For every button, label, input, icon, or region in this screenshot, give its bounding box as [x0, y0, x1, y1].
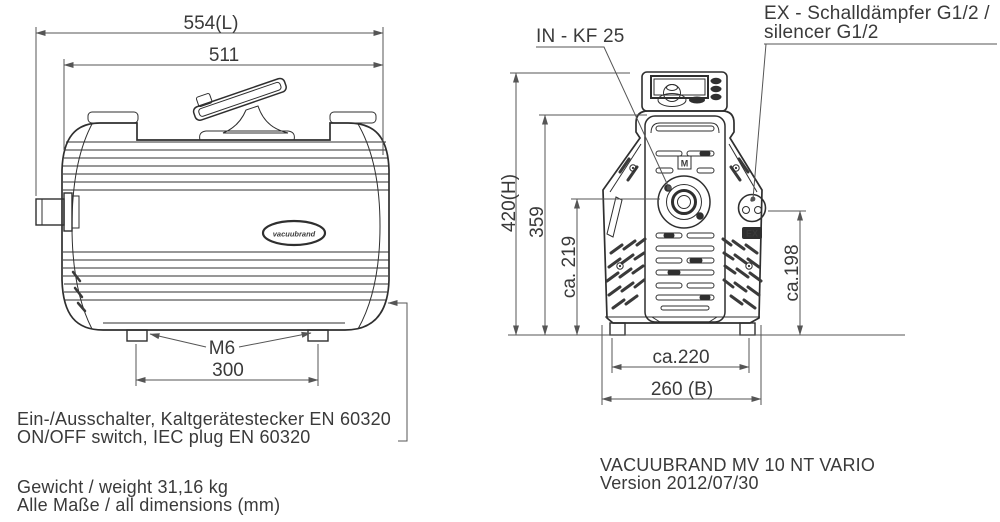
- handle-base: [200, 131, 295, 140]
- controller-unit: [642, 72, 727, 111]
- side-ribs-bottom: [63, 252, 389, 300]
- front-foot-left: [610, 323, 625, 335]
- exhaust-silencer-label-line1: EX - Schalldämpfer G1/2 /: [764, 3, 990, 24]
- dim-220: [612, 338, 749, 373]
- side-view-dimensions: [36, 13, 407, 441]
- title-block: [600, 457, 875, 492]
- side-body-outline: [62, 123, 389, 330]
- side-top-pad-right: [330, 112, 376, 123]
- front-feet: [610, 323, 755, 335]
- dim-420-text: 420(H): [499, 173, 520, 233]
- dim-220-text: ca.220: [652, 347, 710, 368]
- side-endcap-seam-left: [72, 124, 92, 329]
- dim-219-text: ca. 219: [559, 235, 580, 299]
- dim-260-text: 260 (B): [650, 379, 714, 400]
- m6-callout: [150, 333, 311, 359]
- switch-note-de: Ein-/Ausschalter, Kaltgerätestecker EN 60320: [17, 409, 391, 429]
- ex-badge-text: EX: [745, 228, 759, 239]
- inlet-clamp-screw: [696, 212, 704, 220]
- side-foot-left: [127, 330, 147, 341]
- brand-logo-text: vacuubrand: [272, 229, 316, 239]
- weight-line: Gewicht / weight 31,16 kg: [17, 477, 229, 497]
- exhaust-silencer-label-line2: silencer G1/2: [764, 22, 879, 43]
- motor-mark-text: M: [680, 158, 689, 169]
- shaft-body: [36, 199, 64, 225]
- display-screen-inner: [654, 79, 705, 95]
- inlet-leader: [536, 47, 671, 190]
- side-foot-right: [308, 330, 328, 341]
- carry-handle: [189, 69, 294, 140]
- front-foot-right: [740, 323, 755, 335]
- side-ribs-top: [63, 142, 389, 190]
- brand-logo-badge: [263, 221, 325, 245]
- side-endcap-seam-right: [358, 124, 380, 329]
- motor-shaft: [36, 193, 79, 231]
- motor-mark-box: [678, 156, 691, 169]
- front-view-dimensions: [499, 44, 997, 405]
- exhaust-silencer-label: [764, 4, 990, 42]
- handle-support: [223, 106, 288, 133]
- dim-554-text: 554(L): [183, 13, 239, 34]
- pump-side-view: [36, 69, 389, 341]
- switch-note-en: ON/OFF switch, IEC plug EN 60320: [17, 426, 311, 447]
- version-line: Version 2012/07/30: [600, 472, 759, 493]
- wing-screws: [617, 165, 752, 269]
- dim-554: [36, 13, 383, 196]
- dim-359-text: 359: [527, 206, 548, 238]
- m6-label: M6: [208, 338, 236, 359]
- model-name: VACUUBRAND MV 10 NT VARIO: [600, 455, 876, 475]
- dim-300-text: 300: [212, 360, 244, 381]
- handle-bar-inner: [198, 82, 282, 118]
- front-body-outline: [603, 111, 762, 323]
- inlet-port-label: IN - KF 25: [536, 26, 625, 47]
- dimensions-unit-line: Alle Maße / all dimensions (mm): [17, 494, 281, 515]
- weight-note: [17, 479, 280, 514]
- dim-511-text: 511: [208, 45, 240, 66]
- exhaust-leader: [751, 44, 997, 201]
- side-top-pad-left: [88, 112, 138, 123]
- switch-note: [17, 411, 391, 446]
- dim-198-text: ca.198: [782, 244, 803, 302]
- dim-198: [768, 211, 806, 335]
- left-wing-vents: [607, 159, 645, 308]
- shaft-flange: [64, 193, 72, 231]
- control-knob-top: [667, 85, 678, 91]
- inlet-port-kf25: [658, 176, 710, 228]
